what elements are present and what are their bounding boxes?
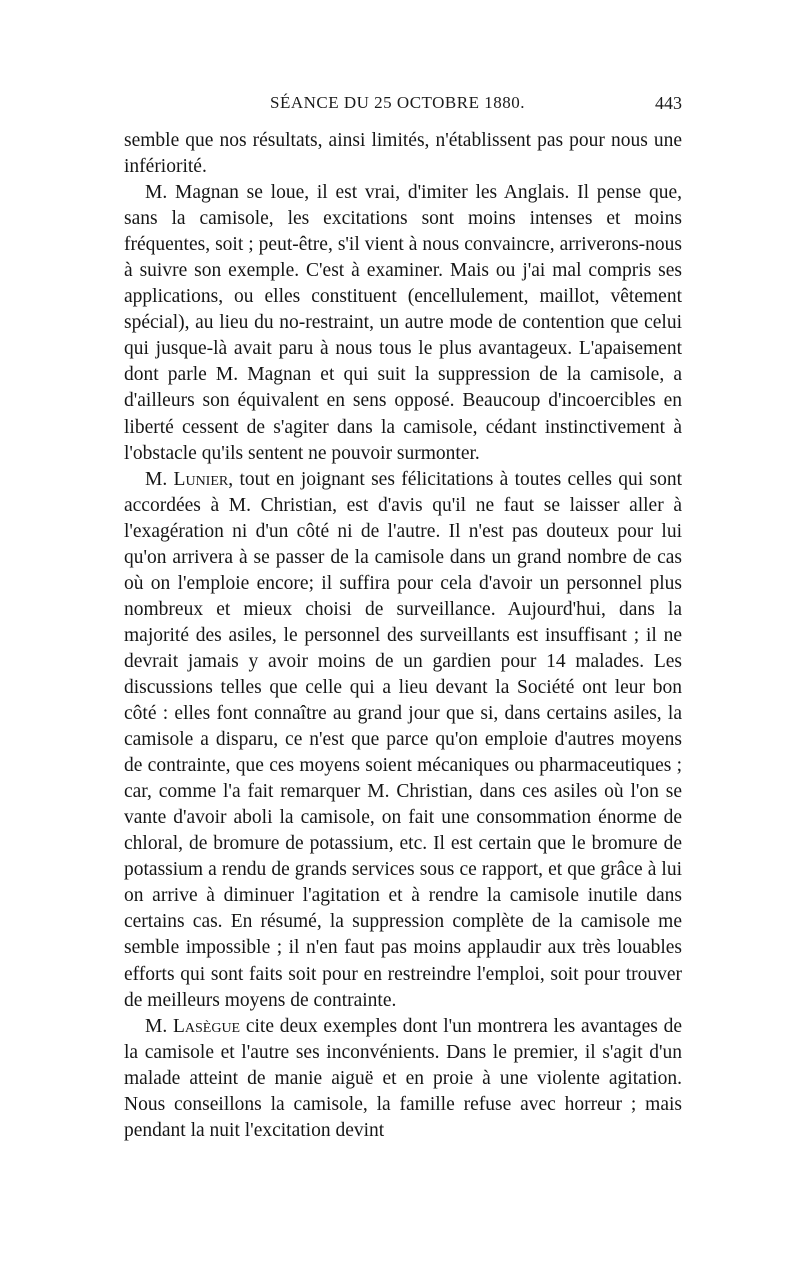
speaker-prefix: M. bbox=[145, 468, 174, 490]
speaker-prefix: M. bbox=[145, 1015, 173, 1037]
speaker-name: Lasègue bbox=[172, 1015, 241, 1037]
paragraph-text: , tout en joignant ses félicitations à toutes celles qui sont accordées à M. Christian, est d'avis qu'il ne faut se laisser aller à l'exagération ni d'un côté ni de l'autre. Il n'est pas douteux pour lui qu'on arrivera à se passer de la camisole dans un grand nombre de cas où on l'emploie encore; il suffira pour cela d'avoir un personnel plus nombreux et mieux choisi de surveillance. Aujourd'hui, dans la majorité des asiles, le personnel des surveillants est insuffisant ; il ne devrait jamais y avoir moins de un gardien pour 14 malades. Les discussions telles que celle qui a lieu devant la Société ont leur bon côté : elles font connaître au grand jour que si, dans certains asiles, la camisole a disparu, ce n'est que parce qu'on emploie d'autres moyens de contrainte, que ces moyens soient mécaniques ou pharmaceutiques ; car, comme l'a fait remarquer M. Christian, dans ces asiles où l'on se vante d'avoir aboli la camisole, on fait une consommation énorme de chloral, de bromure de potassium, etc. Il est certain que le bromure de potassium a rendu de grands services sous ce rapport, et que grâce à lui on arrive à diminuer l'agitation et à rendre la camisole inutile dans certains cas. En résumé, la suppression complète de la camisole me semble impossible ; il n'en faut pas moins applaudir aux très louables efforts qui sont faits soit pour en restreindre l'emploi, soit pour trouver de meilleurs moyens de contrainte. bbox=[124, 468, 682, 1011]
paragraph-magnan bbox=[124, 180, 682, 467]
page-number: 443 bbox=[655, 93, 682, 113]
paragraph-text: M. Magnan se loue, il est vrai, d'imiter les Anglais. Il pense que, sans la camisole, les excitations sont moins intenses et moins fréquentes, soit ; peut-être, s'il vient à nous convaincre, arriverons-nous à suivre son exemple. C'est à examiner. Mais ou j'ai mal compris ses applications, ou elles constituent (encellulement, maillot, vêtement spécial), au lieu du no-restraint, un autre mode de contention que celui qui jusque-là avait paru à nous tous le plus avantageux. L'apaisement dont parle M. Magnan et qui suit la suppression de la camisole, a d'ailleurs son équivalent en sens opposé. Beaucoup d'incoercibles en liberté cessent de s'agiter dans la camisole, cédant instinctivement à l'obstacle qu'ils sentent ne pouvoir surmonter. bbox=[124, 182, 682, 464]
body-text bbox=[124, 128, 682, 1144]
paragraph-text: cite deux exemples dont l'un montrera les avantages de la camisole et l'autre ses inconvénients. Dans le premier, il s'agit d'un malade atteint de manie aiguë et en proie à une violente agitation. Nous conseillons la camisole, la famille refuse avec horreur ; mais pendant la nuit l'excitation devint bbox=[124, 1015, 682, 1141]
speaker-name: Lunier bbox=[173, 468, 229, 490]
paragraph-continuation bbox=[124, 128, 682, 180]
paragraph-lunier bbox=[124, 467, 682, 1014]
paragraph-text: semble que nos résultats, ainsi limités, n'établissent pas pour nous une infériorité. bbox=[124, 130, 682, 178]
running-title: SÉANCE DU 25 OCTOBRE 1880. bbox=[270, 93, 525, 112]
paragraph-lasegue bbox=[124, 1014, 682, 1144]
running-header bbox=[124, 93, 682, 121]
